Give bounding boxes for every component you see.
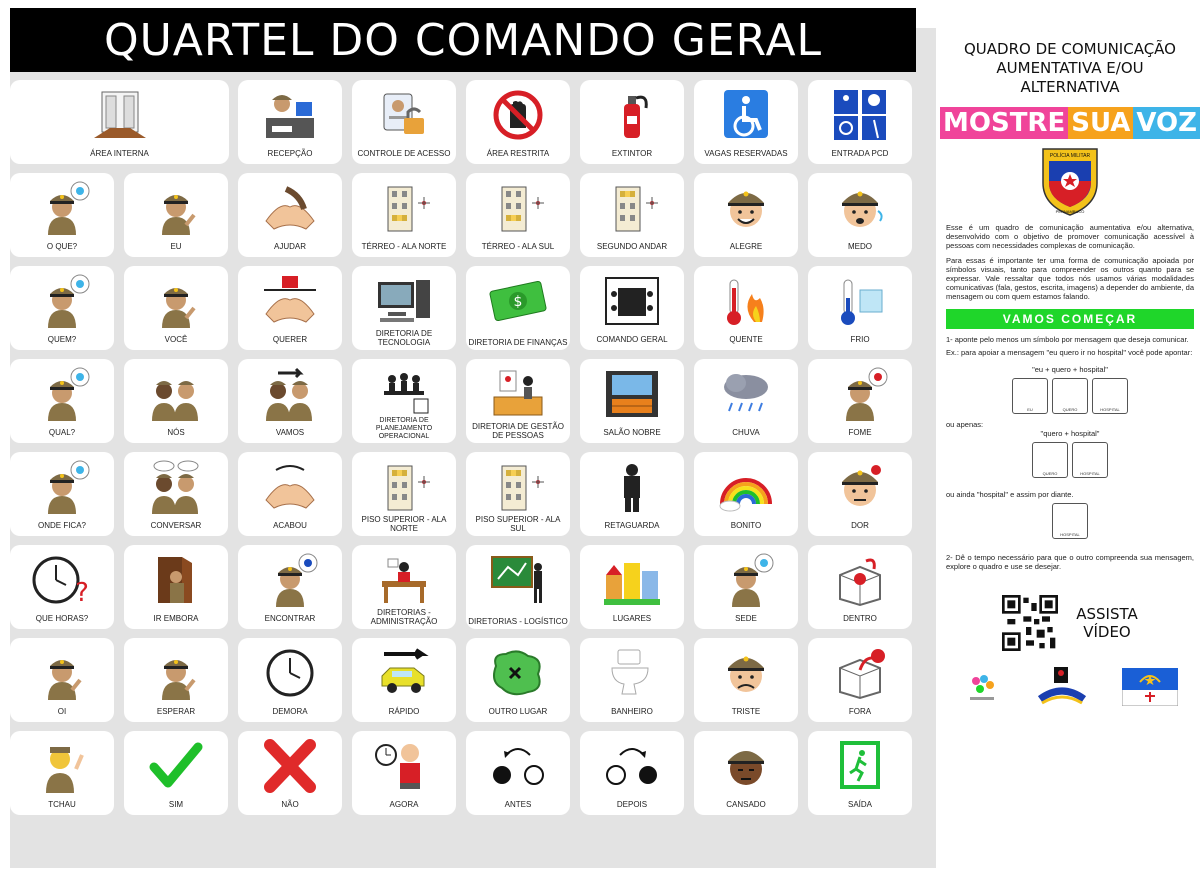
symbol-label: RECEPÇÃO <box>267 149 313 158</box>
qr-code-icon[interactable] <box>1002 595 1058 651</box>
symbol-cell[interactable] <box>580 731 684 815</box>
building-ground-north-icon <box>374 181 434 235</box>
symbol-cell[interactable] <box>694 266 798 350</box>
officer-where-icon <box>32 460 92 514</box>
symbol-label: TCHAU <box>48 800 76 809</box>
symbol-label: FRIO <box>850 335 870 344</box>
symbol-label: CONVERSAR <box>150 521 202 530</box>
second-paragraph: Para essas é importante ter uma forma de comunicação apoiada por símbolos visuais, tanto para compreender os outros quanto para se expressar. Vale ressaltar que todos nós usamos várias modalidades comunicativas (fala, gestos, escrita, imagens) a depender do ambiente, da mensagem ou com quem estamos falando. <box>946 256 1194 301</box>
helping-hands-icon <box>260 181 320 235</box>
meeting-table-icon <box>602 274 662 328</box>
officer-self-icon <box>146 181 206 235</box>
mini-hospital-symbol-3: HOSPITAL <box>1052 503 1088 539</box>
symbol-cell[interactable] <box>808 452 912 536</box>
symbol-cell[interactable] <box>466 359 570 443</box>
fast-car-icon <box>374 646 434 700</box>
symbol-cell[interactable] <box>808 173 912 257</box>
symbol-cell[interactable] <box>352 173 456 257</box>
mostre-sua-voz-logo <box>943 107 1198 139</box>
administration-desk-icon <box>374 553 434 607</box>
building-upper-south-icon <box>488 460 548 514</box>
building-upper-north-icon <box>374 460 434 514</box>
symbol-cell[interactable] <box>10 359 114 443</box>
police-shield-icon <box>1037 143 1103 217</box>
symbol-cell[interactable] <box>808 545 912 629</box>
symbol-cell[interactable] <box>124 452 228 536</box>
symbol-cell[interactable] <box>238 266 342 350</box>
rain-cloud-icon <box>716 367 776 421</box>
box-inside-icon <box>830 553 890 607</box>
ou-apenas-text: ou apenas: <box>946 420 984 429</box>
symbol-cell[interactable] <box>466 266 570 350</box>
symbol-cell[interactable] <box>124 266 228 350</box>
symbol-label: DEPOIS <box>616 800 648 809</box>
buildings-places-icon <box>602 553 662 607</box>
wheelchair-icon <box>716 88 776 142</box>
symbol-label: DIRETORIAS - ADMINISTRAÇÃO <box>370 608 438 626</box>
symbol-cell[interactable] <box>10 452 114 536</box>
officers-we-icon <box>146 367 206 421</box>
symbol-label: TÉRREO - ALA NORTE <box>361 242 447 251</box>
example-phrase: "eu + quero + hospital" <box>1032 365 1108 374</box>
symbol-cell[interactable] <box>808 266 912 350</box>
panel-title-line2: AUMENTATIVA E/OU ALTERNATIVA <box>996 59 1144 96</box>
money-bill-icon <box>488 274 548 328</box>
officer-bye-icon <box>32 739 92 793</box>
board-title: QUARTEL DO COMANDO GERAL <box>10 8 916 72</box>
symbol-cell[interactable] <box>124 638 228 722</box>
sponsor-logos <box>946 665 1194 709</box>
symbol-cell[interactable] <box>10 173 114 257</box>
symbol-label: ENCONTRAR <box>264 614 316 623</box>
symbol-cell[interactable] <box>580 545 684 629</box>
example-symbols <box>946 378 1194 414</box>
symbol-label: NÓS <box>167 428 185 437</box>
box-outside-icon <box>830 646 890 700</box>
symbol-label: FORA <box>848 707 872 716</box>
symbol-label: DIRETORIAS - LOGÍSTICO <box>468 617 568 626</box>
symbol-cell[interactable] <box>238 731 342 815</box>
finished-hands-icon <box>260 460 320 514</box>
symbol-label: ONDE FICA? <box>37 521 86 530</box>
symbol-cell[interactable] <box>352 266 456 350</box>
symbol-label: DENTRO <box>843 614 877 623</box>
leaving-door-icon <box>146 553 206 607</box>
tired-face-icon <box>716 739 776 793</box>
symbol-label: ÁREA INTERNA <box>90 149 149 158</box>
assista-video-label: ASSISTA VÍDEO <box>1076 605 1138 641</box>
symbol-label: EU <box>170 242 182 251</box>
symbol-label: IR EMBORA <box>153 614 199 623</box>
logo-sua: SUA <box>1068 107 1133 139</box>
symbol-label: MEDO <box>848 242 872 251</box>
symbol-label: FOME <box>848 428 872 437</box>
symbol-cell[interactable] <box>10 545 114 629</box>
symbol-cell[interactable] <box>352 638 456 722</box>
symbol-label: QUAL? <box>48 428 76 437</box>
symbol-cell[interactable] <box>238 359 342 443</box>
logistics-board-icon <box>488 553 548 607</box>
building-ground-south-icon <box>488 181 548 235</box>
symbol-cell[interactable] <box>580 80 684 164</box>
symbol-label: ANTES <box>504 800 532 809</box>
symbol-label: QUEM? <box>47 335 77 344</box>
cold-thermometer-icon <box>830 274 890 328</box>
symbol-label: PISO SUPERIOR - ALA SUL <box>475 515 561 533</box>
symbol-cell[interactable] <box>694 638 798 722</box>
before-arrow-icon <box>488 739 548 793</box>
cross-icon <box>260 739 320 793</box>
symbol-label: ACABOU <box>273 521 307 530</box>
symbol-label: VOCÊ <box>164 335 188 344</box>
pernambuco-flag-icon <box>1122 668 1178 706</box>
officer-find-icon <box>260 553 320 607</box>
symbol-label: DIRETORIA DE PLANEJAMENTO OPERACIONAL <box>375 417 433 440</box>
symbol-cell[interactable] <box>10 80 229 164</box>
person-now-icon <box>374 739 434 793</box>
symbol-cell[interactable] <box>808 80 912 164</box>
symbol-cell[interactable] <box>352 545 456 629</box>
symbol-label: LUGARES <box>612 614 652 623</box>
officer-thirsty-icon <box>716 553 776 607</box>
toilet-icon <box>602 646 662 700</box>
symbol-cell[interactable] <box>10 638 114 722</box>
sponsor-logo-two-icon <box>1034 665 1090 709</box>
badge-bottom-text: PERNAMBUCO <box>1055 209 1085 214</box>
officer-waiting-icon <box>146 646 206 700</box>
symbol-cell[interactable] <box>238 545 342 629</box>
symbol-label: OUTRO LUGAR <box>488 707 548 716</box>
symbol-label: BANHEIRO <box>611 707 653 716</box>
symbol-label: AJUDAR <box>273 242 306 251</box>
no-entry-hand-icon <box>488 88 548 142</box>
symbol-cell[interactable] <box>694 545 798 629</box>
officers-go-icon <box>260 367 320 421</box>
symbol-label: DIRETORIA DE GESTÃO DE PESSOAS <box>472 422 564 440</box>
symbol-cell[interactable] <box>466 731 570 815</box>
after-arrow-icon <box>602 739 662 793</box>
officer-hungry-icon <box>830 367 890 421</box>
symbol-cell[interactable] <box>124 731 228 815</box>
auditorium-icon <box>602 367 662 421</box>
symbol-cell[interactable] <box>238 452 342 536</box>
symbol-cell[interactable] <box>238 638 342 722</box>
panel-title-line1: QUADRO DE COMUNICAÇÃO <box>964 40 1176 58</box>
symbol-label: OI <box>57 707 67 716</box>
symbol-label: BONITO <box>730 521 762 530</box>
symbol-cell[interactable] <box>694 452 798 536</box>
symbol-cell[interactable] <box>466 80 570 164</box>
svg-text:?: ? <box>75 578 89 607</box>
officers-talking-icon <box>146 460 206 514</box>
symbol-label: EXTINTOR <box>611 149 653 158</box>
symbol-label: QUENTE <box>729 335 763 344</box>
officer-which-icon <box>32 367 92 421</box>
symbol-label: CANSADO <box>726 800 766 809</box>
symbol-cell[interactable] <box>694 731 798 815</box>
clock-question-icon <box>32 553 92 607</box>
reception-desk-icon <box>260 88 320 142</box>
symbol-cell[interactable] <box>466 452 570 536</box>
symbol-label: DEMORA <box>272 707 308 716</box>
symbol-label: TÉRREO - ALA SUL <box>481 242 555 251</box>
symbol-cell[interactable] <box>694 80 798 164</box>
step-one: 1- aponte pelo menos um símbolo por mensagem que deseja comunicar. <box>946 335 1189 344</box>
info-panel <box>943 40 1198 709</box>
example-text: Ex.: para apoiar a mensagem "eu quero ir no hospital" você pode apontar: <box>946 348 1193 357</box>
symbol-cell[interactable] <box>238 80 342 164</box>
symbol-cell[interactable] <box>10 266 114 350</box>
people-management-icon <box>488 367 548 421</box>
symbol-label: VAGAS RESERVADAS <box>704 149 788 158</box>
panel-title <box>946 40 1194 97</box>
officer-thinking-icon <box>32 181 92 235</box>
symbol-cell[interactable] <box>352 731 456 815</box>
exit-sign-icon <box>830 739 890 793</box>
sad-face-icon <box>716 646 776 700</box>
check-icon <box>146 739 206 793</box>
symbol-label: DOR <box>851 521 869 530</box>
phrase-two: "quero + hospital" <box>1040 429 1100 438</box>
symbol-label: RÁPIDO <box>388 707 420 716</box>
symbol-cell[interactable] <box>580 173 684 257</box>
symbol-label: ALEGRE <box>729 242 763 251</box>
sponsor-logo-one-icon <box>962 667 1002 707</box>
pain-face-icon <box>830 460 890 514</box>
symbol-label: ESPERAR <box>156 707 196 716</box>
symbol-cell[interactable] <box>238 173 342 257</box>
svg-text:$: $ <box>513 294 523 310</box>
symbol-label: TRISTE <box>731 707 761 716</box>
symbol-cell[interactable] <box>352 80 456 164</box>
symbol-cell[interactable] <box>466 638 570 722</box>
symbol-cell[interactable] <box>10 731 114 815</box>
building-second-floor-icon <box>602 181 662 235</box>
symbol-cell[interactable] <box>124 359 228 443</box>
mini-eu-symbol: EU <box>1012 378 1048 414</box>
accessibility-signs-icon <box>830 88 890 142</box>
symbol-cell[interactable] <box>580 359 684 443</box>
mini-quero-symbol: QUERO <box>1052 378 1088 414</box>
symbol-label: AGORA <box>389 800 419 809</box>
vamos-comecar-banner: VAMOS COMEÇAR <box>946 309 1194 329</box>
logo-voz: VOZ <box>1133 107 1200 139</box>
police-badge <box>946 143 1194 217</box>
symbol-label: RETAGUARDA <box>604 521 660 530</box>
map-x-icon <box>488 646 548 700</box>
symbol-cell[interactable] <box>580 452 684 536</box>
symbol-cell[interactable] <box>352 359 456 443</box>
symbol-cell[interactable] <box>694 359 798 443</box>
example-symbols-two <box>946 442 1194 478</box>
video-section <box>946 595 1194 651</box>
planning-meeting-icon <box>374 367 434 421</box>
symbol-label: SEGUNDO ANDAR <box>596 242 668 251</box>
symbol-label: VAMOS <box>275 428 305 437</box>
officer-waving-icon <box>32 646 92 700</box>
officer-you-icon <box>146 274 206 328</box>
rainbow-icon <box>716 460 776 514</box>
symbol-cell[interactable] <box>580 638 684 722</box>
logo-mostre: MOSTRE <box>940 107 1068 139</box>
symbol-label: QUE HORAS? <box>35 614 89 623</box>
computer-icon <box>374 274 434 328</box>
step-two: 2- Dê o tempo necessário para que o outro compreenda sua mensagem, explore o quadro e use se desejar. <box>946 553 1194 571</box>
mini-hospital-symbol: HOSPITAL <box>1092 378 1128 414</box>
symbol-cell[interactable] <box>124 173 228 257</box>
intro-text: Esse é um quadro de comunicação aumentativa e/ou alternativa, desenvolvido com o objetivo de promover comunicação acessível à pessoas com necessidades complexas de comunicação. <box>946 223 1194 250</box>
symbol-cell[interactable] <box>124 545 228 629</box>
mini-quero-symbol-2: QUERO <box>1032 442 1068 478</box>
symbol-label: CHUVA <box>732 428 760 437</box>
access-badge-icon <box>374 88 434 142</box>
symbol-label: CONTROLE DE ACESSO <box>357 149 451 158</box>
mini-hospital-symbol-2: HOSPITAL <box>1072 442 1108 478</box>
fire-extinguisher-icon <box>602 88 662 142</box>
symbol-label: SAÍDA <box>847 800 872 809</box>
officer-who-icon <box>32 274 92 328</box>
symbol-label: QUERER <box>272 335 308 344</box>
symbol-label: SIM <box>168 800 184 809</box>
symbol-label: DIRETORIA DE TECNOLOGIA <box>375 329 433 347</box>
interior-doors-icon <box>90 88 150 142</box>
symbol-cell[interactable] <box>808 638 912 722</box>
symbol-label: PISO SUPERIOR - ALA NORTE <box>361 515 447 533</box>
clock-icon <box>260 646 320 700</box>
example-symbols-three <box>946 503 1194 539</box>
symbol-cell[interactable] <box>466 545 570 629</box>
symbol-cell[interactable] <box>580 266 684 350</box>
symbol-cell[interactable] <box>694 173 798 257</box>
symbol-label: SALÃO NOBRE <box>603 428 661 437</box>
ou-ainda-text: ou ainda "hospital" e assim por diante. <box>946 490 1074 499</box>
symbol-label: ENTRADA PCD <box>831 149 889 158</box>
symbol-cell[interactable] <box>808 731 912 815</box>
symbol-label: NÃO <box>281 800 299 809</box>
symbol-label: DIRETORIA DE FINANÇAS <box>468 338 568 347</box>
symbol-label: COMANDO GERAL <box>596 335 668 344</box>
happy-face-icon <box>716 181 776 235</box>
symbol-label: SEDE <box>735 614 757 623</box>
symbol-cell[interactable] <box>466 173 570 257</box>
symbol-label: ÁREA RESTRITA <box>486 149 550 158</box>
symbol-cell[interactable] <box>352 452 456 536</box>
wanting-hands-icon <box>260 274 320 328</box>
badge-top-text: POLÍCIA MILITAR <box>1049 153 1091 159</box>
symbol-cell[interactable] <box>808 359 912 443</box>
guard-person-icon <box>602 460 662 514</box>
hot-thermometer-icon <box>716 274 776 328</box>
symbol-label: O QUE? <box>46 242 78 251</box>
scared-face-icon <box>830 181 890 235</box>
